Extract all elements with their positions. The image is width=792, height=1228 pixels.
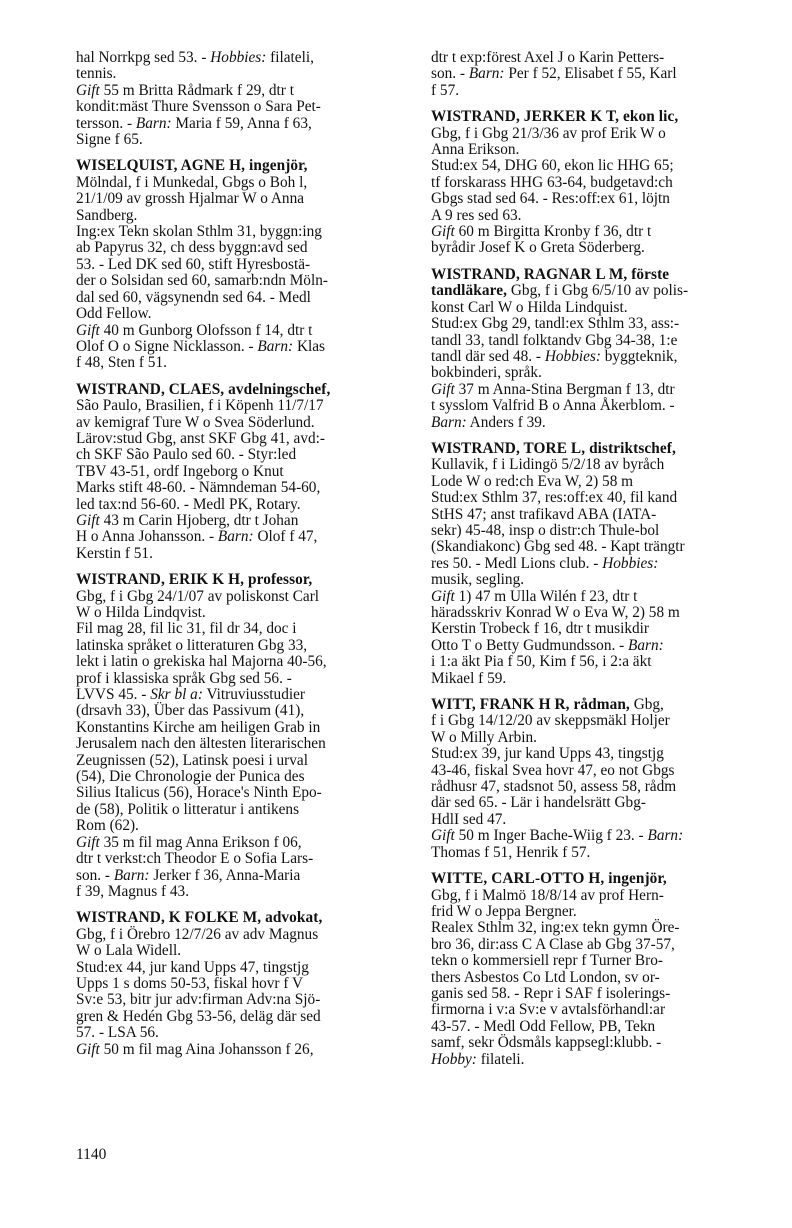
text-line [76, 398, 409, 414]
italic-label: Gift [76, 1040, 100, 1058]
entry-text: Anders f 39. [466, 413, 546, 431]
entry-text: tekn o kommersiell repr f Turner Bro- [431, 952, 663, 970]
text-line [431, 267, 764, 283]
entry-text: Olof O o Signe Nicklasson. - [76, 337, 258, 355]
biography-entry-wistrand-jerker [431, 109, 764, 257]
text-line [431, 490, 764, 506]
text-line [431, 158, 764, 174]
entry-text: filateli. [476, 1050, 525, 1068]
text-line [431, 83, 764, 99]
text-line [431, 746, 764, 762]
text-line [76, 654, 409, 670]
entry-text: Sv:e 53, bitr jur adv:firman Adv:na Sjö- [76, 991, 321, 1009]
text-line [76, 1009, 409, 1025]
entry-text: 43-57. - Medl Odd Fellow, PB, Tekn [431, 1017, 656, 1035]
text-line [76, 50, 409, 66]
biography-entry-wistrand-claes [76, 382, 409, 562]
entry-text: São Paulo, Brasilien, f i Köpenh 11/7/17 [76, 397, 324, 415]
text-line [431, 812, 764, 828]
entry-text: tandl 33, tandl folktandv Gbg 34-38, 1:e [431, 331, 678, 349]
entry-heading: WISTRAND, TORE L, distriktschef, [431, 439, 676, 457]
text-line [431, 283, 764, 299]
entry-text: ab Papyrus 32, ch dess byggn:avd sed [76, 239, 308, 257]
entry-text: av kemigraf Ture W o Svea Söderlund. [76, 413, 315, 431]
italic-label: Gift [76, 81, 100, 99]
entry-text: Gbg, f i Gbg 24/1/07 av poliskonst Carl [76, 587, 320, 605]
italic-label: Barn: [135, 114, 172, 132]
text-line [431, 589, 764, 605]
entry-text: Konstantins Kirche am heiligen Grab in [76, 718, 321, 736]
entry-text: häradsskriv Konrad W o Eva W, 2) 58 m [431, 604, 680, 621]
entry-text: A 9 res sed 63. [431, 206, 522, 224]
entry-text: Kerstin Trobeck f 16, dtr t musikdir [431, 620, 649, 638]
entry-text: kondit:mäst Thure Svensson o Sara Pet- [76, 98, 321, 116]
text-line [76, 415, 409, 431]
italic-label: Gift [431, 827, 455, 845]
text-line [76, 868, 409, 884]
left-column [76, 50, 409, 1058]
entry-text: Olof f 47, [253, 528, 318, 546]
text-line [76, 802, 409, 818]
italic-label: Gift [76, 833, 100, 851]
entry-text: son. - [76, 866, 114, 884]
entry-text: Vitruviusstudier [202, 686, 305, 704]
entry-text: Gbg, f i Örebro 12/7/26 av adv Magnus [76, 925, 319, 943]
text-line [76, 447, 409, 463]
text-line [76, 273, 409, 289]
biography-entry-witt-frank [431, 697, 764, 861]
entry-text: StHS 47; anst trafikavd ABA (IATA- [431, 505, 657, 523]
text-line [76, 687, 409, 703]
text-line [76, 703, 409, 719]
entry-text: 21/1/09 av grossh Hjalmar W o Anna [76, 190, 305, 208]
text-line [76, 818, 409, 834]
text-line [76, 480, 409, 496]
entry-text: Sandberg. [76, 206, 138, 224]
text-line [431, 142, 764, 158]
italic-label: Gift [431, 380, 455, 398]
biography-entry-wiselquist [76, 158, 409, 371]
text-line [431, 845, 764, 861]
italic-label: Barn: [431, 413, 467, 431]
text-line [76, 546, 409, 562]
text-line [76, 513, 409, 529]
text-line [76, 464, 409, 480]
entry-text: son. - [431, 65, 469, 83]
entry-text: Mölndal, f i Munkedal, Gbgs o Boh l, [76, 173, 308, 191]
text-line [76, 66, 409, 82]
entry-heading: WISELQUIST, AGNE H, ingenjör, [76, 157, 308, 175]
biography-entry-wistrand-tore [431, 441, 764, 687]
entry-text: ganis sed 58. - Repr i SAF f isolerings- [431, 984, 671, 1002]
text-line [76, 290, 409, 306]
text-line [76, 224, 409, 240]
text-line [76, 638, 409, 654]
entry-text: Stud:ex 39, jur kand Upps 43, tingstjg [431, 745, 664, 763]
italic-label: Barn: [628, 636, 664, 654]
biography-entry-wistrand-ragnar [431, 267, 764, 431]
entry-text: dal sed 60, vägsynendn sed 64. - Medl [76, 288, 311, 306]
text-line [431, 920, 764, 936]
italic-label: Barn: [113, 866, 150, 884]
text-line [76, 208, 409, 224]
text-line [76, 769, 409, 785]
text-line [76, 720, 409, 736]
text-line [431, 763, 764, 779]
italic-label: Hobbies: [602, 554, 659, 572]
entry-text: där sed 65. - Lär i handelsrätt Gbg- [431, 794, 646, 812]
text-line [431, 441, 764, 457]
entry-text: Odd Fellow. [76, 305, 152, 323]
text-line [76, 605, 409, 621]
entry-text: res 50. - Medl Lions club. - [431, 554, 603, 572]
entry-text: 50 m fil mag Aina Johansson f 26, [99, 1040, 314, 1058]
text-line [76, 431, 409, 447]
text-line [431, 316, 764, 332]
text-line [76, 736, 409, 752]
text-line [431, 654, 764, 670]
entry-text: der o Solsidan sed 60, samarb:ndn Möln- [76, 272, 328, 290]
entry-text: tersson. - [76, 114, 136, 132]
text-line [431, 671, 764, 687]
entry-text: Zeugnissen (52), Latinsk poesi i urval [76, 751, 308, 769]
italic-label: Gift [431, 223, 455, 241]
entry-text: (54), Die Chronologie der Punica des [76, 768, 305, 786]
text-line [431, 50, 764, 66]
text-line [431, 1002, 764, 1018]
italic-label: Gift [76, 321, 100, 339]
entry-text: f 48, Sten f 51. [76, 354, 167, 372]
entry-heading: WITT, FRANK H R, rådman, [431, 696, 630, 714]
entry-heading: WISTRAND, K FOLKE M, advokat, [76, 909, 323, 927]
text-line [76, 910, 409, 926]
italic-label: Barn: [468, 65, 505, 83]
entry-text: filateli, [266, 49, 314, 66]
text-line [431, 1052, 764, 1068]
entry-text: (Skandiakonc) Gbg sed 48. - Kapt trängtr [431, 538, 685, 556]
text-line [76, 960, 409, 976]
entry-text: Gbg, f i Gbg 21/3/36 av prof Erik W o [431, 124, 666, 142]
entry-text: Kullavik, f i Lidingö 5/2/18 av byråch [431, 456, 665, 474]
text-line [431, 871, 764, 887]
entry-text: Gbg, [629, 696, 664, 714]
entry-text: lekt i latin o grekiska hal Majorna 40-56, [76, 653, 327, 671]
text-line [76, 927, 409, 943]
text-line [431, 109, 764, 125]
entry-text: 53. - Led DK sed 60, stift Hyresbostä- [76, 255, 311, 273]
text-line [431, 572, 764, 588]
text-line [76, 835, 409, 851]
entry-heading: WISTRAND, JERKER K T, ekon lic, [431, 108, 679, 126]
text-line [431, 365, 764, 381]
text-line [76, 753, 409, 769]
entry-text: f i Gbg 14/12/20 av skeppsmäkl Holjer [431, 712, 670, 730]
entry-text: frid W o Jeppa Bergner. [431, 902, 577, 920]
text-line [431, 175, 764, 191]
entry-text: f 39, Magnus f 43. [76, 882, 190, 900]
entry-text: dtr t verkst:ch Theodor E o Sofia Lars- [76, 850, 314, 868]
entry-text: 57. - LSA 56. [76, 1024, 159, 1042]
entry-text: Thomas f 51, Henrik f 57. [431, 843, 591, 861]
text-line [431, 904, 764, 920]
text-line [431, 523, 764, 539]
entry-text: Klas [293, 337, 325, 355]
text-line [431, 240, 764, 256]
text-line [76, 240, 409, 256]
text-line [76, 382, 409, 398]
text-line [76, 572, 409, 588]
text-line [431, 888, 764, 904]
entry-text: musik, segling. [431, 571, 525, 589]
entry-text: firmorna i v:a Sv:e v avtalsförhandl:ar [431, 1001, 666, 1019]
text-line [431, 191, 764, 207]
italic-label: Gift [431, 587, 455, 605]
text-line [76, 851, 409, 867]
entry-text: Ing:ex Tekn skolan Sthlm 31, byggn:ing [76, 223, 322, 241]
entry-text: latinska språket o litteraturen Gbg 33, [76, 636, 308, 654]
text-line [76, 589, 409, 605]
entry-text: 1) 47 m Ulla Wilén f 23, dtr t [454, 587, 638, 605]
entry-heading: WISTRAND, ERIK K H, professor, [76, 571, 313, 589]
entry-text: Jerusalem nach den ältesten literarischen [76, 735, 326, 753]
entry-text: 43-46, fiskal Svea hovr 47, eo not Gbgs [431, 761, 675, 779]
entry-text: byrådir Josef K o Greta Söderberg. [431, 239, 645, 257]
text-line [431, 208, 764, 224]
text-line [431, 953, 764, 969]
text-line [76, 339, 409, 355]
text-line [76, 323, 409, 339]
biography-entry-witte-carl-otto [431, 871, 764, 1068]
entry-text: tf forskarass HHG 63-64, budgetavd:ch [431, 173, 673, 191]
entry-text: 37 m Anna-Stina Bergman f 13, dtr [454, 380, 675, 398]
entry-text: Gbgs stad sed 64. - Res:off:ex 61, löjtn [431, 190, 670, 208]
text-line [431, 539, 764, 555]
text-line [431, 398, 764, 414]
entry-text: Signe f 65. [76, 131, 143, 149]
italic-label: Barn: [647, 827, 684, 845]
entry-text: de (58), Politik o litteratur i antikens [76, 800, 300, 818]
text-line [76, 785, 409, 801]
entry-text: H o Anna Johansson. - [76, 528, 218, 546]
text-line [431, 1035, 764, 1051]
entry-text: LVVS 45. - [76, 686, 151, 704]
text-line [431, 507, 764, 523]
text-line [76, 992, 409, 1008]
entry-heading: WISTRAND, CLAES, avdelningschef, [76, 380, 331, 398]
text-line [76, 175, 409, 191]
italic-label: Barn: [217, 528, 254, 546]
text-line [76, 83, 409, 99]
entry-text: W o Milly Arbin. [431, 728, 537, 746]
entry-text: Otto T o Betty Gudmundsson. - [431, 636, 629, 654]
text-line [76, 132, 409, 148]
entry-text: Anna Erikson. [431, 141, 520, 159]
text-line [76, 884, 409, 900]
entry-text: 50 m Inger Bache-Wiig f 23. - [454, 827, 648, 845]
entry-text: Jerker f 36, Anna-Maria [149, 866, 301, 884]
entry-text: ch SKF São Paulo sed 60. - Styr:led [76, 446, 297, 464]
entry-text: Silius Italicus (56), Horace's Ninth Epo- [76, 784, 322, 802]
text-line [431, 556, 764, 572]
entry-text: Kerstin f 51. [76, 544, 153, 562]
entry-text: Stud:ex Gbg 29, tandl:ex Sthlm 33, ass:- [431, 315, 680, 333]
text-line [431, 970, 764, 986]
entry-text: byggteknik, [600, 347, 678, 365]
italic-label: Skr bl a: [150, 686, 203, 704]
entry-text: Stud:ex 54, DHG 60, ekon lic HHG 65; [431, 157, 674, 175]
text-line [431, 730, 764, 746]
text-line [431, 605, 764, 621]
text-line [431, 1019, 764, 1035]
entry-text: Stud:ex Sthlm 37, res:off:ex 40, fil kand [431, 489, 678, 507]
text-line [76, 976, 409, 992]
text-line [76, 1025, 409, 1041]
entry-text: 55 m Britta Rådmark f 29, dtr t [99, 81, 294, 99]
italic-label: Gift [76, 511, 100, 529]
entry-text: t sysslom Valfrid B o Anna Åkerblom. - [431, 397, 675, 415]
text-line [76, 621, 409, 637]
entry-text: samf, sekr Ödsmåls kappsegl:klubb. - [431, 1034, 662, 1052]
text-line [431, 713, 764, 729]
entry-text: bokbinderi, språk. [431, 364, 542, 382]
biography-entry-wistrand-folke [76, 910, 409, 1058]
text-line [76, 191, 409, 207]
text-line [76, 306, 409, 322]
entry-text: (drsavh 33), Über das Passivum (41), [76, 702, 305, 720]
entry-text: Upps 1 s doms 50-53, fiskal hovr f V [76, 974, 304, 992]
entry-text: 60 m Birgitta Kronby f 36, dtr t [454, 223, 652, 241]
text-line [431, 382, 764, 398]
entry-text: tennis. [76, 65, 117, 83]
entry-text: Realex Sthlm 32, ing:ex tekn gymn Öre- [431, 919, 680, 937]
entry-text: led tax:nd 56-60. - Medl PK, Rotary. [76, 495, 301, 513]
text-line [431, 300, 764, 316]
text-line [76, 497, 409, 513]
entry-text: Marks stift 48-60. - Nämndeman 54-60, [76, 479, 321, 497]
text-line [431, 126, 764, 142]
entry-text: Maria f 59, Anna f 63, [171, 114, 312, 132]
entry-text: gren & Hedén Gbg 53-56, deläg där sed [76, 1007, 321, 1025]
entry-text: f 57. [431, 81, 460, 99]
entry-text: 35 m fil mag Anna Erikson f 06, [99, 833, 302, 851]
entry-text: Stud:ex 44, jur kand Upps 47, tingstjg [76, 958, 309, 976]
text-line [431, 937, 764, 953]
entry-text: dtr t exp:förest Axel J o Karin Petters- [431, 49, 665, 66]
entry-text: Per f 52, Elisabet f 55, Karl [504, 65, 677, 83]
entry-text: W o Hilda Lindqvist. [76, 604, 206, 621]
entry-text: sekr) 45-48, insp o distr:ch Thule-bol [431, 521, 660, 539]
text-line [431, 986, 764, 1002]
entry-text: Lärov:stud Gbg, anst SKF Gbg 41, avd:- [76, 429, 325, 447]
text-line [431, 333, 764, 349]
text-line [431, 66, 764, 82]
text-line [76, 943, 409, 959]
entry-text: Lode W o red:ch Eva W, 2) 58 m [431, 472, 634, 490]
entry-text: tandl där sed 48. - [431, 347, 545, 365]
text-line [431, 795, 764, 811]
text-line [76, 257, 409, 273]
text-line [76, 116, 409, 132]
text-line [431, 349, 764, 365]
italic-label: Hobbies: [210, 49, 267, 66]
right-column [431, 50, 764, 1068]
biography-entry-cont [76, 50, 409, 148]
entry-text: Rom (62). [76, 817, 139, 835]
entry-text: TBV 43-51, ordf Ingeborg o Knut [76, 462, 284, 480]
text-line [76, 355, 409, 371]
text-line [76, 529, 409, 545]
page-number: 1140 [76, 1146, 107, 1163]
italic-label: Hobbies: [544, 347, 601, 365]
text-line [431, 828, 764, 844]
entry-text: konst Carl W o Hilda Lindquist. [431, 298, 628, 316]
text-line [431, 224, 764, 240]
entry-text: thers Asbestos Co Ltd London, sv or- [431, 968, 660, 986]
entry-text: hal Norrkpg sed 53. - [76, 49, 211, 66]
text-line [431, 621, 764, 637]
entry-text: bro 36, dir:ass C A Clase ab Gbg 37-57, [431, 935, 675, 953]
entry-text: Mikael f 59. [431, 669, 507, 687]
text-line [431, 779, 764, 795]
text-line [431, 697, 764, 713]
italic-label: Barn: [257, 337, 294, 355]
text-line [76, 1042, 409, 1058]
italic-label: Hobby: [431, 1050, 477, 1068]
entry-text: 43 m Carin Hjoberg, dtr t Johan [99, 511, 299, 529]
entry-text: rådhusr 47, stadsnot 50, assess 58, rådm [431, 778, 677, 796]
entry-text: Fil mag 28, fil lic 31, fil dr 34, doc i [76, 620, 297, 638]
entry-text: Gbg, f i Malmö 18/8/14 av prof Hern- [431, 886, 664, 904]
entry-text: HdlI sed 47. [431, 810, 507, 828]
entry-text: prof i klassiska språk Gbg sed 56. - [76, 669, 292, 687]
text-line [76, 99, 409, 115]
entry-heading: WITTE, CARL-OTTO H, ingenjör, [431, 870, 667, 888]
biography-entry-wistrand-erik [76, 572, 409, 900]
text-line [431, 457, 764, 473]
entry-heading: WISTRAND, RAGNAR L M, förste [431, 265, 670, 283]
biography-entry-cont-r [431, 50, 764, 99]
text-line [431, 638, 764, 654]
entry-text: i 1:a äkt Pia f 50, Kim f 56, i 2:a äkt [431, 653, 652, 671]
text-line [431, 415, 764, 431]
entry-heading: tandläkare, [431, 282, 508, 300]
text-line [76, 158, 409, 174]
text-line [76, 671, 409, 687]
text-line [431, 474, 764, 490]
entry-text: W o Lala Widell. [76, 942, 182, 960]
entry-text: Gbg, f i Gbg 6/5/10 av polis- [507, 282, 689, 300]
entry-text: 40 m Gunborg Olofsson f 14, dtr t [99, 321, 313, 339]
